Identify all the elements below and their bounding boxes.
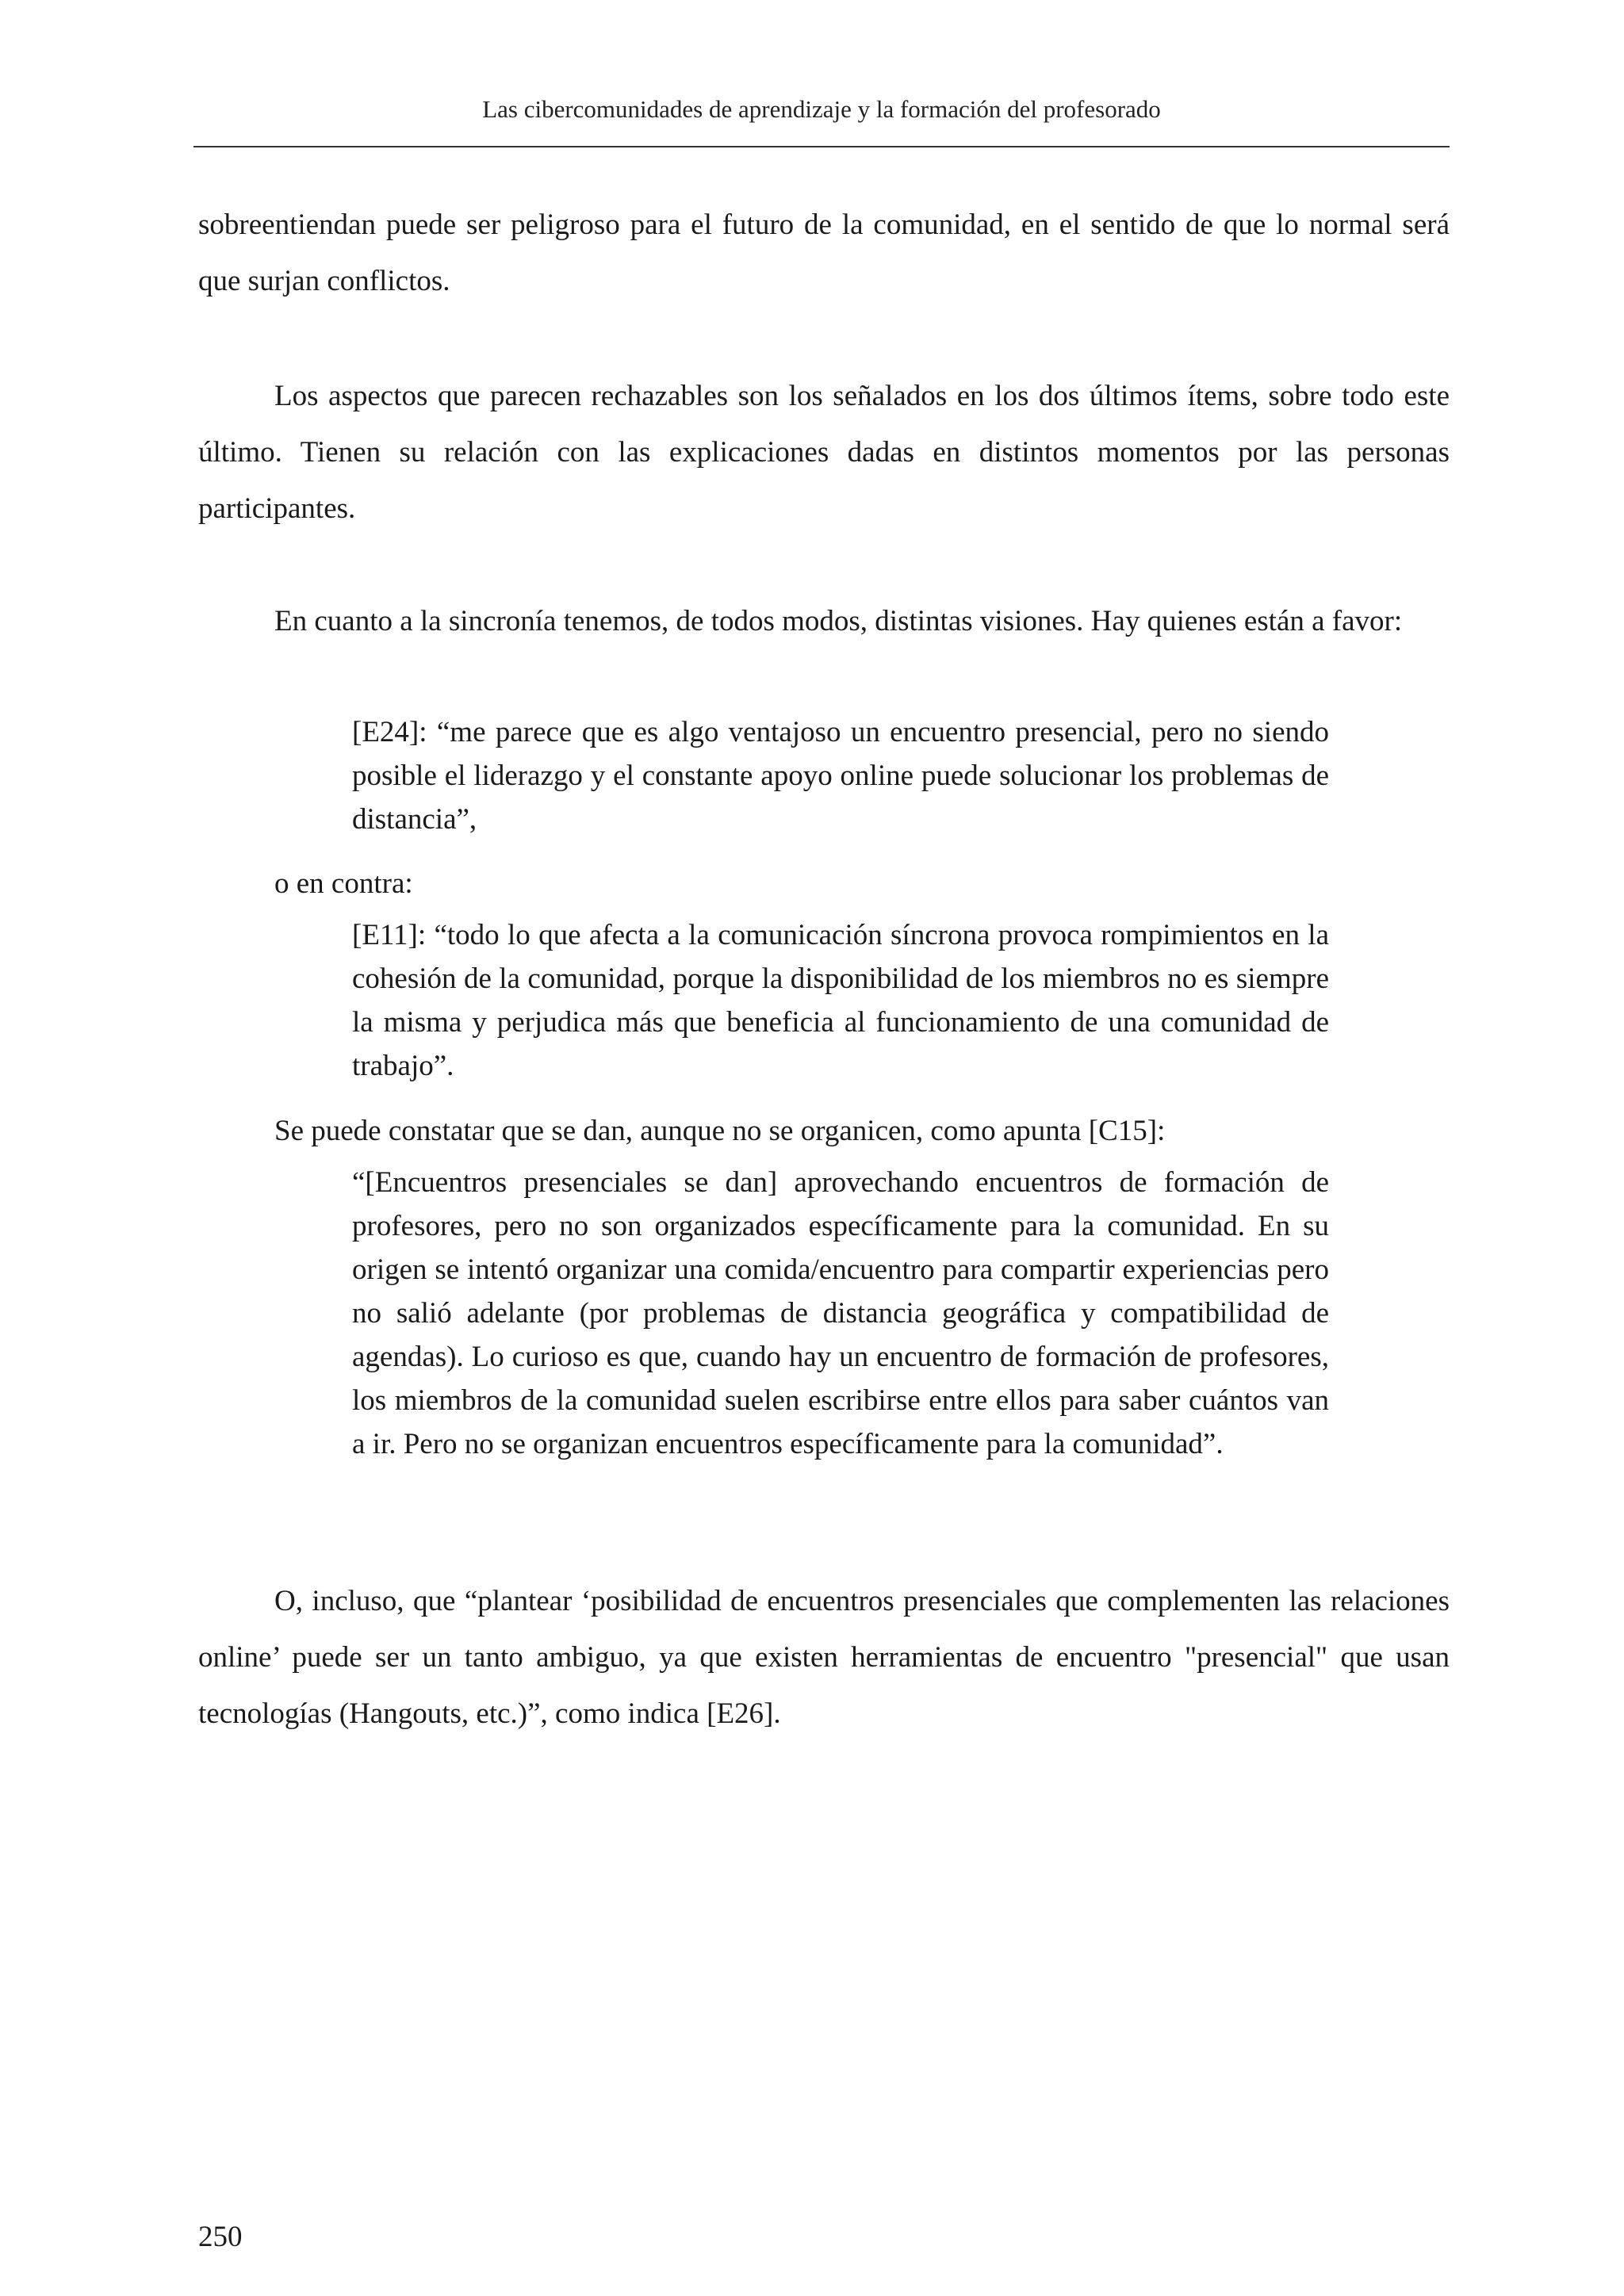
paragraph-e26: O, incluso, que “plantear ‘posibilidad de encuentros presenciales que complementen las relaciones online’ puede ser un tanto ambiguo, ya que existen herramientas de encuentro "presencial" que usan tecnologías (Hangouts, etc.)”, como indica [E26]. [198, 1585, 1450, 1730]
quote-e24: [E24]: “me parece que es algo ventajoso un encuentro presencial, pero no siendo posible el liderazgo y el constante apoyo online puede solucionar los problemas de distancia”, [352, 716, 1329, 836]
lead-c15: Se puede constatar que se dan, aunque no se organicen, como apunta [C15]: [274, 1115, 1166, 1147]
header-rule [193, 146, 1450, 147]
paragraph-continuation: sobreentiendan puede ser peligroso para el futuro de la comunidad, en el sentido de que lo normal será que surjan conflictos. [198, 209, 1450, 297]
quote-e11: [E11]: “todo lo que afecta a la comunicación síncrona provoca rompimientos en la cohesión de la comunidad, porque la disponibilidad de los miembros no es siempre la misma y perjudica más que beneficia al funcionamiento de una comunidad de trabajo”. [352, 919, 1329, 1082]
paragraph-rejectable-aspects: Los aspectos que parecen rechazables son los señalados en los dos últimos ítems, sobre todo este último. Tienen su relación con las explicaciones dadas en distintos momentos por las personas participantes. [198, 380, 1450, 525]
lead-against: o en contra: [274, 867, 413, 900]
quote-c15: “[Encuentros presenciales se dan] aprovechando encuentros de formación de profesores, pero no son organizados específicamente para la comunidad. En su origen se intentó organizar una comida/encuentro para compartir experiencias pero no salió adelante (por problemas de distancia geográfica y compatibilidad de agendas). Lo curioso es que, cuando hay un encuentro de formación de profesores, los miembros de la comunidad suelen escribirse entre ellos para saber cuántos van a ir. Pero no se organizan encuentros específicamente para la comunidad”. [352, 1166, 1329, 1460]
running-header: Las cibercomunidades de aprendizaje y la formación del profesorado [482, 95, 1161, 123]
page-number: 250 [198, 2221, 243, 2253]
paragraph-synchrony: En cuanto a la sincronía tenemos, de todos modos, distintas visiones. Hay quienes están a favor: [274, 605, 1403, 637]
